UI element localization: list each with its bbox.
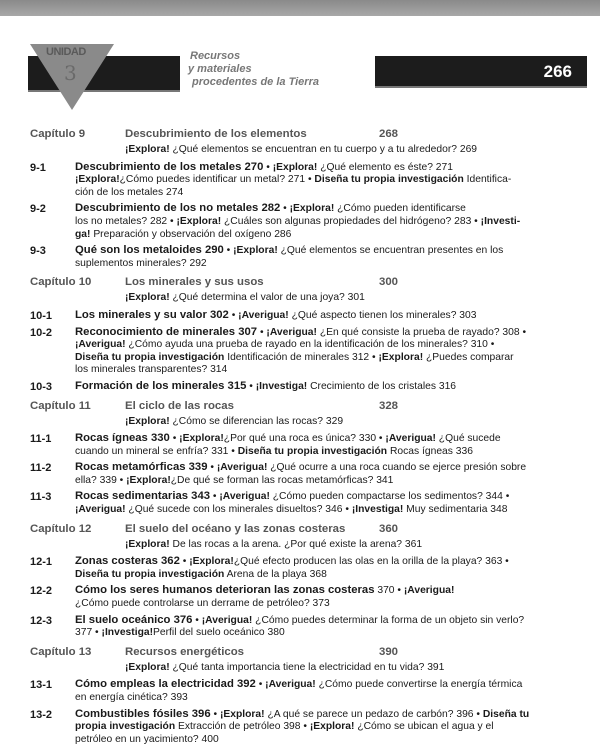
bold-text: ¡Explora! xyxy=(75,174,120,186)
text-run: ¿Qué sucede con los minerales disueltos? 346 • xyxy=(125,504,352,516)
section-line xyxy=(75,380,590,394)
text-run: • xyxy=(246,380,256,392)
text-run: ¿Cómo puedes identificar un metal? 271 • xyxy=(119,174,315,186)
text-run: • xyxy=(192,614,202,626)
text-run: suplementos minerales? 292 xyxy=(75,257,207,269)
section-number: 11-3 xyxy=(30,491,52,504)
text-run: ¿Cómo puede controlarse un derrame de petróleo? 373 xyxy=(75,598,330,610)
chapter-page: 360 xyxy=(379,522,399,535)
bold-text: ¡Explora! xyxy=(125,292,170,304)
bold-text: ¡Averigua! xyxy=(201,614,253,626)
text-run: • xyxy=(255,679,266,691)
bold-text: ¡Explora! xyxy=(125,538,170,550)
section-number: 9-1 xyxy=(30,161,46,174)
chapter-heading xyxy=(30,521,590,538)
section-line xyxy=(75,352,590,365)
bold-text: Diseña tu propia investigación xyxy=(237,445,388,457)
bold-text: ¡Averigua! xyxy=(238,309,289,321)
section-number: 11-2 xyxy=(30,462,52,475)
section-line xyxy=(75,708,590,722)
section-entry xyxy=(30,380,590,394)
bold-text: Descubrimiento de los metales 270 xyxy=(75,160,264,173)
text-run: ¿Qué aspecto tienen los minerales? 303 xyxy=(288,309,477,321)
chapter-explora xyxy=(125,539,590,552)
bold-text: El suelo oceánico 376 xyxy=(75,613,193,626)
text-run: • xyxy=(228,309,239,321)
bold-text: ¡Investi- xyxy=(480,215,521,227)
section-line xyxy=(75,490,590,504)
bold-text: Cómo los seres humanos deterioran las zonas costeras xyxy=(75,584,375,597)
chapter-title: El ciclo de las rocas xyxy=(125,399,234,412)
bold-text: ¡Averigua! xyxy=(385,433,436,445)
text-run: petróleo en un yacimiento? 400 xyxy=(75,733,219,745)
bold-text: Qué son los metaloides 290 xyxy=(75,244,224,257)
section-number: 13-1 xyxy=(30,679,53,692)
section-line xyxy=(75,598,590,611)
bold-text: ¡Explora! xyxy=(219,708,265,720)
text-run: Crecimiento de los cristales 316 xyxy=(307,380,457,392)
chapter-page: 328 xyxy=(379,399,399,412)
section-line xyxy=(75,555,590,569)
bold-text: Diseña tu propia investigación xyxy=(75,351,225,363)
section-entry xyxy=(30,708,590,747)
section-entry xyxy=(30,309,590,323)
bold-text: Combustibles fósiles 396 xyxy=(75,707,211,720)
text-run: ella? 339 • xyxy=(75,474,127,486)
chapter-title: Los minerales y sus usos xyxy=(125,276,264,289)
section-line xyxy=(75,721,590,734)
section-entry xyxy=(30,202,590,241)
bold-text: ¡Averigua! xyxy=(75,504,126,516)
bold-text: ¡Explora! xyxy=(179,433,224,445)
section-line xyxy=(75,678,590,692)
section-line xyxy=(75,187,590,200)
text-run: ¿Cómo ayuda una prueba de rayado en la identificación de los minerales? 310 • xyxy=(125,339,495,351)
text-run: 377 • xyxy=(75,627,102,639)
bold-text: ¡Explora! xyxy=(272,161,318,173)
bold-text: Diseña tu propia investigación xyxy=(314,174,464,186)
bold-text: Reconocimiento de minerales 307 xyxy=(75,325,258,338)
text-run: ción de los metales 274 xyxy=(75,186,184,198)
section-line xyxy=(75,202,590,216)
text-run: ¿Por qué una roca es única? 330 • xyxy=(223,433,386,445)
text-run: los minerales transparentes? 314 xyxy=(75,364,228,376)
section-line xyxy=(75,569,590,582)
text-run: ¿Qué determina el valor de una joya? 301 xyxy=(169,292,365,304)
chapter-page: 390 xyxy=(379,645,399,658)
section-number: 10-3 xyxy=(30,380,53,393)
section-line xyxy=(75,364,590,377)
scan-top-edge xyxy=(0,0,600,16)
text-run: • xyxy=(169,433,180,445)
text-run: ¿A qué se parece un pedazo de carbón? 396 • xyxy=(264,708,483,720)
unit-title-line: Recursos xyxy=(190,50,241,62)
chapter-title: El suelo del océano y las zonas costeras xyxy=(125,522,346,535)
bold-text: Los minerales y su valor 302 xyxy=(75,308,229,321)
chapter-page: 268 xyxy=(379,128,399,140)
bold-text: Rocas ígneas 330 xyxy=(75,432,170,445)
text-run: Rocas ígneas 336 xyxy=(387,445,473,457)
bold-text: ¡Averigua! xyxy=(75,339,126,351)
bold-text: ¡Averigua! xyxy=(403,585,455,597)
chapter-heading xyxy=(30,644,590,661)
bold-text: ¡Explora! xyxy=(289,203,335,215)
bold-text: ¡Averigua! xyxy=(265,679,316,691)
table-of-contents xyxy=(30,122,590,749)
bold-text: ¡Explora! xyxy=(309,721,355,733)
bold-text: Zonas costeras 362 xyxy=(75,555,180,568)
section-line xyxy=(75,326,590,340)
chapter-explora xyxy=(125,662,590,675)
section-line xyxy=(75,174,590,187)
chapter-label: Capítulo 10 xyxy=(30,276,92,289)
section-line xyxy=(75,229,590,242)
text-run: ¿Cómo pueden identificarse xyxy=(334,203,466,215)
text-run: Preparación y observación del oxígeno 286 xyxy=(90,228,292,240)
unit-number: 3 xyxy=(64,61,77,85)
section-line xyxy=(75,692,590,705)
chapter-explora xyxy=(125,144,590,157)
text-run: en energía cinética? 393 xyxy=(75,692,188,703)
text-run: • xyxy=(210,708,220,720)
bold-text: ¡Explora! xyxy=(189,556,234,568)
text-run: • xyxy=(207,462,217,474)
text-run: ¿Cuáles son algunas propiedades del hidrógeno? 283 • xyxy=(221,215,481,227)
section-entry xyxy=(30,461,590,487)
section-line xyxy=(75,432,590,446)
text-run: Identificación de minerales 312 • xyxy=(224,351,379,363)
text-run: ¿Qué efecto producen las olas en la orilla de la playa? 363 • xyxy=(233,556,509,568)
text-run: ¿Qué ocurre a una roca cuando se ejerce presión sobre xyxy=(267,462,527,474)
section-line xyxy=(75,244,590,258)
text-run: ¿Cómo pueden compactarse los sedimentos? 344 • xyxy=(269,491,510,503)
text-run: ¿Qué elemento es éste? 271 xyxy=(317,161,453,173)
section-line xyxy=(75,627,590,640)
unit-title-line: procedentes de la Tierra xyxy=(192,76,319,88)
text-run: Perfil del suelo oceánico 380 xyxy=(153,627,285,639)
section-entry xyxy=(30,678,590,704)
section-number: 9-3 xyxy=(30,245,46,258)
bold-text: Cómo empleas la electricidad 392 xyxy=(75,678,256,691)
section-entry xyxy=(30,326,590,377)
text-run: • xyxy=(223,245,234,257)
section-line xyxy=(75,339,590,352)
section-entry xyxy=(30,584,590,610)
section-line xyxy=(75,614,590,628)
bold-text: ¡Explora! xyxy=(126,474,171,486)
text-run: ¿Cómo se diferencian las rocas? 329 xyxy=(169,415,344,427)
bold-text: ¡Explora! xyxy=(378,351,424,363)
section-entry xyxy=(30,244,590,270)
chapter-label: Capítulo 9 xyxy=(30,128,86,140)
bold-text: ¡Investiga! xyxy=(351,504,404,516)
text-run: ¿De qué se forman las rocas metamórficas? 341 xyxy=(170,474,394,486)
bold-text: Formación de los minerales 315 xyxy=(75,379,247,392)
section-line xyxy=(75,216,590,229)
section-line xyxy=(75,258,590,271)
section-line xyxy=(75,309,590,323)
chapter-label: Capítulo 13 xyxy=(30,645,92,658)
text-run: • xyxy=(179,556,190,568)
bold-text: ¡Investiga! xyxy=(255,380,308,392)
section-entry xyxy=(30,614,590,640)
text-run: ¿En qué consiste la prueba de rayado? 308 • xyxy=(316,326,527,338)
section-entry xyxy=(30,161,590,200)
chapter-heading xyxy=(30,274,590,291)
chapter-title: Descubrimiento de los elementos xyxy=(125,128,307,140)
text-run: ¿Puedes comparar xyxy=(423,351,514,363)
text-run: De las rocas a la arena. ¿Por qué existe la arena? 361 xyxy=(169,538,423,550)
bold-text: Diseña tu xyxy=(482,708,530,720)
chapter-page: 300 xyxy=(379,276,399,289)
section-number: 12-3 xyxy=(30,614,53,627)
bold-text: ¡Explora! xyxy=(233,245,278,257)
bold-text: ga! xyxy=(75,228,91,240)
unit-label: UNIDAD xyxy=(46,46,86,58)
section-line xyxy=(75,584,590,598)
unit-title-line: y materiales xyxy=(188,63,252,75)
text-run: 370 • xyxy=(374,585,404,597)
unit-page-number: 266 xyxy=(543,62,572,81)
chapter-label: Capítulo 12 xyxy=(30,522,92,535)
bold-text: ¡Averigua! xyxy=(216,462,268,474)
bold-text: ¡Explora! xyxy=(125,415,170,427)
section-entry xyxy=(30,490,590,516)
bold-text: ¡Explora! xyxy=(125,661,170,673)
section-line xyxy=(75,475,590,488)
text-run: • xyxy=(280,203,290,215)
section-entry xyxy=(30,432,590,458)
text-run: ¿Qué sucede xyxy=(435,433,501,445)
unit-title xyxy=(190,50,319,89)
section-line xyxy=(75,461,590,475)
section-number: 11-1 xyxy=(30,433,52,446)
section-number: 10-1 xyxy=(30,309,53,322)
bold-text: ¡Explora! xyxy=(125,144,170,155)
text-run: • xyxy=(263,161,273,173)
section-entry xyxy=(30,555,590,581)
chapter-explora xyxy=(125,416,590,429)
section-line xyxy=(75,161,590,175)
section-number: 12-2 xyxy=(30,585,53,598)
section-number: 13-2 xyxy=(30,708,53,721)
chapter-heading xyxy=(30,398,590,415)
bold-text: Rocas metamórficas 339 xyxy=(75,461,208,474)
section-number: 12-1 xyxy=(30,556,53,569)
chapter-label: Capítulo 11 xyxy=(30,399,91,412)
bold-text: ¡Investiga! xyxy=(101,627,154,639)
text-run: ¿Cómo puedes determinar la forma de un objeto sin verlo? xyxy=(252,614,525,626)
section-number: 10-2 xyxy=(30,326,53,339)
chapter-heading xyxy=(30,126,590,143)
section-number: 9-2 xyxy=(30,203,46,216)
chapter-title: Recursos energéticos xyxy=(125,645,245,658)
text-run: Muy sedimentaria 348 xyxy=(403,504,508,516)
text-run: Extracción de petróleo 398 • xyxy=(175,721,310,733)
section-line xyxy=(75,734,590,747)
bold-text: propia investigación xyxy=(75,721,176,733)
text-run: ¿Qué tanta importancia tiene la electricidad en tu vida? 391 xyxy=(169,661,445,673)
text-run: los no metales? 282 • xyxy=(75,215,177,227)
bold-text: ¡Averigua! xyxy=(219,491,270,503)
text-run: Identifica- xyxy=(463,174,512,186)
bold-text: ¡Averigua! xyxy=(266,326,317,338)
chapter-explora xyxy=(125,292,590,305)
section-line xyxy=(75,504,590,517)
text-run: ¿Cómo puede convertirse la energía térmica xyxy=(315,679,523,691)
section-line xyxy=(75,446,590,459)
text-run: • xyxy=(257,326,267,338)
text-run: cuando un mineral se enfría? 331 • xyxy=(75,445,238,457)
text-run: ¿Qué elementos se encuentran presentes en los xyxy=(277,245,504,257)
bold-text: Rocas sedimentarias 343 xyxy=(75,490,211,503)
bold-text: Descubrimiento de los no metales 282 xyxy=(75,202,281,215)
text-run: ¿Qué elementos se encuentran en tu cuerpo y a tu alrededor? 269 xyxy=(169,144,478,155)
bold-text: ¡Explora! xyxy=(176,215,222,227)
text-run: ¿Cómo se ubican el agua y el xyxy=(354,721,494,733)
text-run: Arena de la playa 368 xyxy=(224,568,327,580)
bold-text: Diseña tu propia investigación xyxy=(75,568,225,580)
text-run: • xyxy=(210,491,220,503)
